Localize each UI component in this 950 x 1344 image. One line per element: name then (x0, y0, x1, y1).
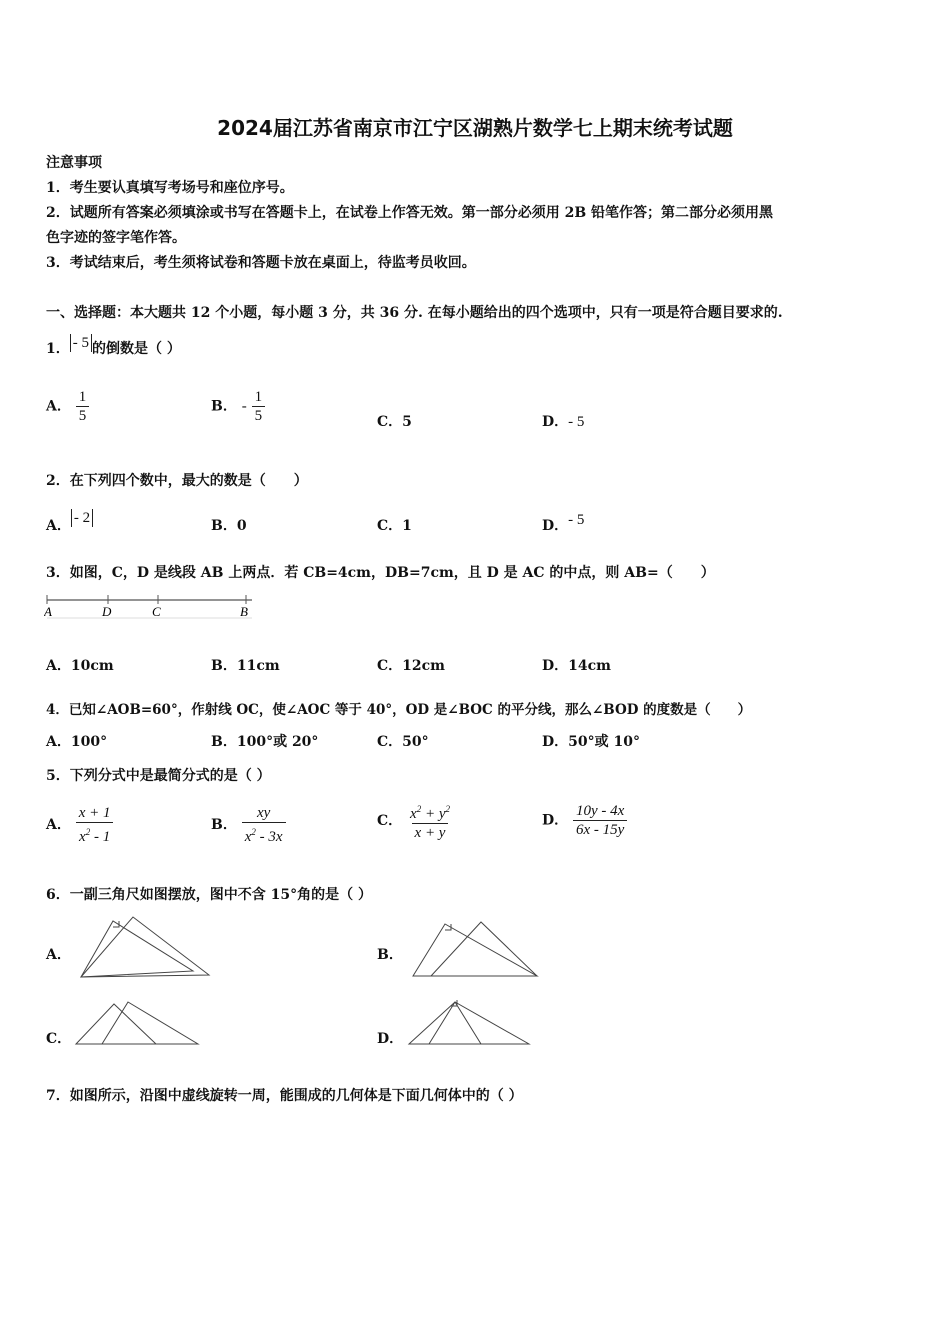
point-a-label: A (44, 604, 52, 619)
page-title: 2024届江苏省南京市江宁区湖熟片数学七上期末统考试题 (217, 116, 733, 140)
q1-a-fraction: $\frac{1}{5}$ (76, 388, 90, 425)
q2-c-label: C． (377, 518, 403, 534)
q6-b-triangle-figure (405, 918, 545, 982)
q3-option-d[interactable]: D．14cm (542, 658, 611, 674)
q1-b-label: B． (211, 398, 237, 415)
q2-option-b[interactable]: B．0 (211, 518, 247, 534)
q4-b-label: B． (211, 734, 237, 750)
q3-option-a[interactable]: A．10cm (46, 658, 114, 674)
q3-line-segment-figure (44, 594, 258, 622)
q3-a-label: A． (46, 658, 71, 674)
q5-c-fraction: $\frac{x^2 + y^2}{x + y}$ (410, 804, 450, 841)
q2-option-c[interactable]: C．1 (377, 518, 412, 534)
q1-option-b[interactable] (211, 388, 265, 425)
q5-a-fraction: $\frac{x + 1}{x^2 - 1}$ (76, 804, 114, 846)
q1-b-fraction: $\frac{1}{5}$ (252, 388, 266, 425)
q5-option-a[interactable] (46, 804, 114, 846)
q5-d-label: D． (542, 812, 569, 829)
q6-option-a[interactable]: A． (46, 947, 71, 963)
point-c-label: C (152, 604, 161, 619)
point-d-label: D (102, 604, 112, 619)
q1-option-a[interactable] (46, 388, 89, 425)
q5-a-label: A． (46, 817, 71, 833)
q5-option-d[interactable] (542, 802, 627, 839)
q6-d-triangle-figure (405, 996, 535, 1048)
notice-line-4: 3．考试结束后，考生须将试卷和答题卡放在桌面上，待监考员收回。 (46, 255, 476, 271)
q1-abs-expr: - 5 (70, 334, 92, 352)
q1-b-sign: - (241, 398, 247, 415)
q6-a-triangle-figure (75, 915, 215, 983)
q5-c-label: C． (377, 813, 403, 829)
q1-c-label: C． (377, 414, 403, 430)
q3-d-label: D． (542, 658, 569, 674)
question-4: 4．已知∠AOB=60°，作射线 OC，使∠AOC 等于 40°，OD 是∠BOC 的平分线，那么∠BOD 的度数是（ ） (46, 702, 752, 718)
q1-a-label: A． (46, 398, 71, 415)
q1-option-d[interactable]: D．- 5 (542, 414, 585, 430)
question-1 (46, 335, 181, 358)
q1-text: 的倒数是（ ） (92, 341, 181, 357)
q2-option-a[interactable] (46, 510, 93, 535)
question-6: 6．一副三角尺如图摆放，图中不含 15°角的是（ ） (46, 887, 372, 903)
notice-heading: 注意事项 (46, 155, 102, 171)
q6-option-c[interactable]: C． (46, 1031, 72, 1047)
q3-c-label: C． (377, 658, 403, 674)
question-3: 3．如图，C，D 是线段 AB 上两点．若 CB=4cm，DB=7cm，且 D 是 AC 的中点，则 AB=（ ） (46, 565, 715, 581)
q3-option-c[interactable]: C．12cm (377, 658, 445, 674)
q4-option-a[interactable]: A．100° (46, 734, 108, 750)
q1-d-label: D． (542, 414, 569, 430)
q6-a-triangle-1 (81, 921, 193, 977)
notice-line-2: 2．试题所有答案必须填涂或书写在答题卡上，在试卷上作答无效。第一部分必须用 2B 铅笔作答；第二部分必须用黑 (46, 205, 774, 221)
q6-c-triangle-figure (72, 998, 202, 1048)
q4-option-b[interactable]: B．100°或 20° (211, 734, 319, 750)
q6-b-triangle-1 (413, 924, 537, 976)
q5-b-label: B． (211, 817, 237, 833)
q4-a-label: A． (46, 734, 71, 750)
q2-option-d[interactable]: D．- 5 (542, 512, 585, 534)
q2-d-label: D． (542, 518, 569, 534)
question-7: 7．如图所示，沿图中虚线旋转一周，能围成的几何体是下面几何体中的（ ） (46, 1088, 523, 1104)
notice-line-3: 色字迹的签字笔作答。 (46, 230, 186, 246)
q4-option-d[interactable]: D．50°或 10° (542, 734, 640, 750)
q5-option-c[interactable] (377, 800, 453, 842)
q6-option-b[interactable]: B． (377, 947, 403, 963)
q1-option-c[interactable]: C．5 (377, 414, 412, 430)
q3-option-b[interactable]: B．11cm (211, 658, 280, 674)
point-b-label: B (240, 604, 248, 619)
notice-line-1: 1．考生要认真填写考场号和座位序号。 (46, 180, 294, 196)
section-heading: 一、选择题：本大题共 12 个小题，每小题 3 分，共 36 分. 在每小题给出的四个选项中，只有一项是符合题目要求的. (46, 305, 783, 321)
q4-c-label: C． (377, 734, 403, 750)
q6-option-d[interactable]: D． (377, 1031, 404, 1047)
question-2: 2．在下列四个数中，最大的数是（ ） (46, 473, 308, 489)
q1-number: 1． (46, 341, 70, 357)
q5-d-fraction: $\frac{10y - 4x}{6x - 15y}$ (573, 802, 627, 839)
q2-a-abs-expr: - 2 (71, 509, 93, 527)
q6-a-triangle-2 (81, 917, 209, 977)
question-5: 5．下列分式中是最简分式的是（ ） (46, 768, 271, 784)
q6-d-triangle-2 (429, 1002, 529, 1044)
q2-b-label: B． (211, 518, 237, 534)
q5-option-b[interactable] (211, 804, 286, 846)
q4-d-label: D． (542, 734, 569, 750)
q4-option-c[interactable]: C．50° (377, 734, 429, 750)
q6-d-triangle-1 (409, 1002, 481, 1044)
q3-b-label: B． (211, 658, 237, 674)
q6-c-triangle-1 (76, 1004, 156, 1044)
q5-b-fraction: $\frac{xy}{x^2 - 3x}$ (242, 804, 286, 846)
q2-a-label: A． (46, 518, 71, 534)
